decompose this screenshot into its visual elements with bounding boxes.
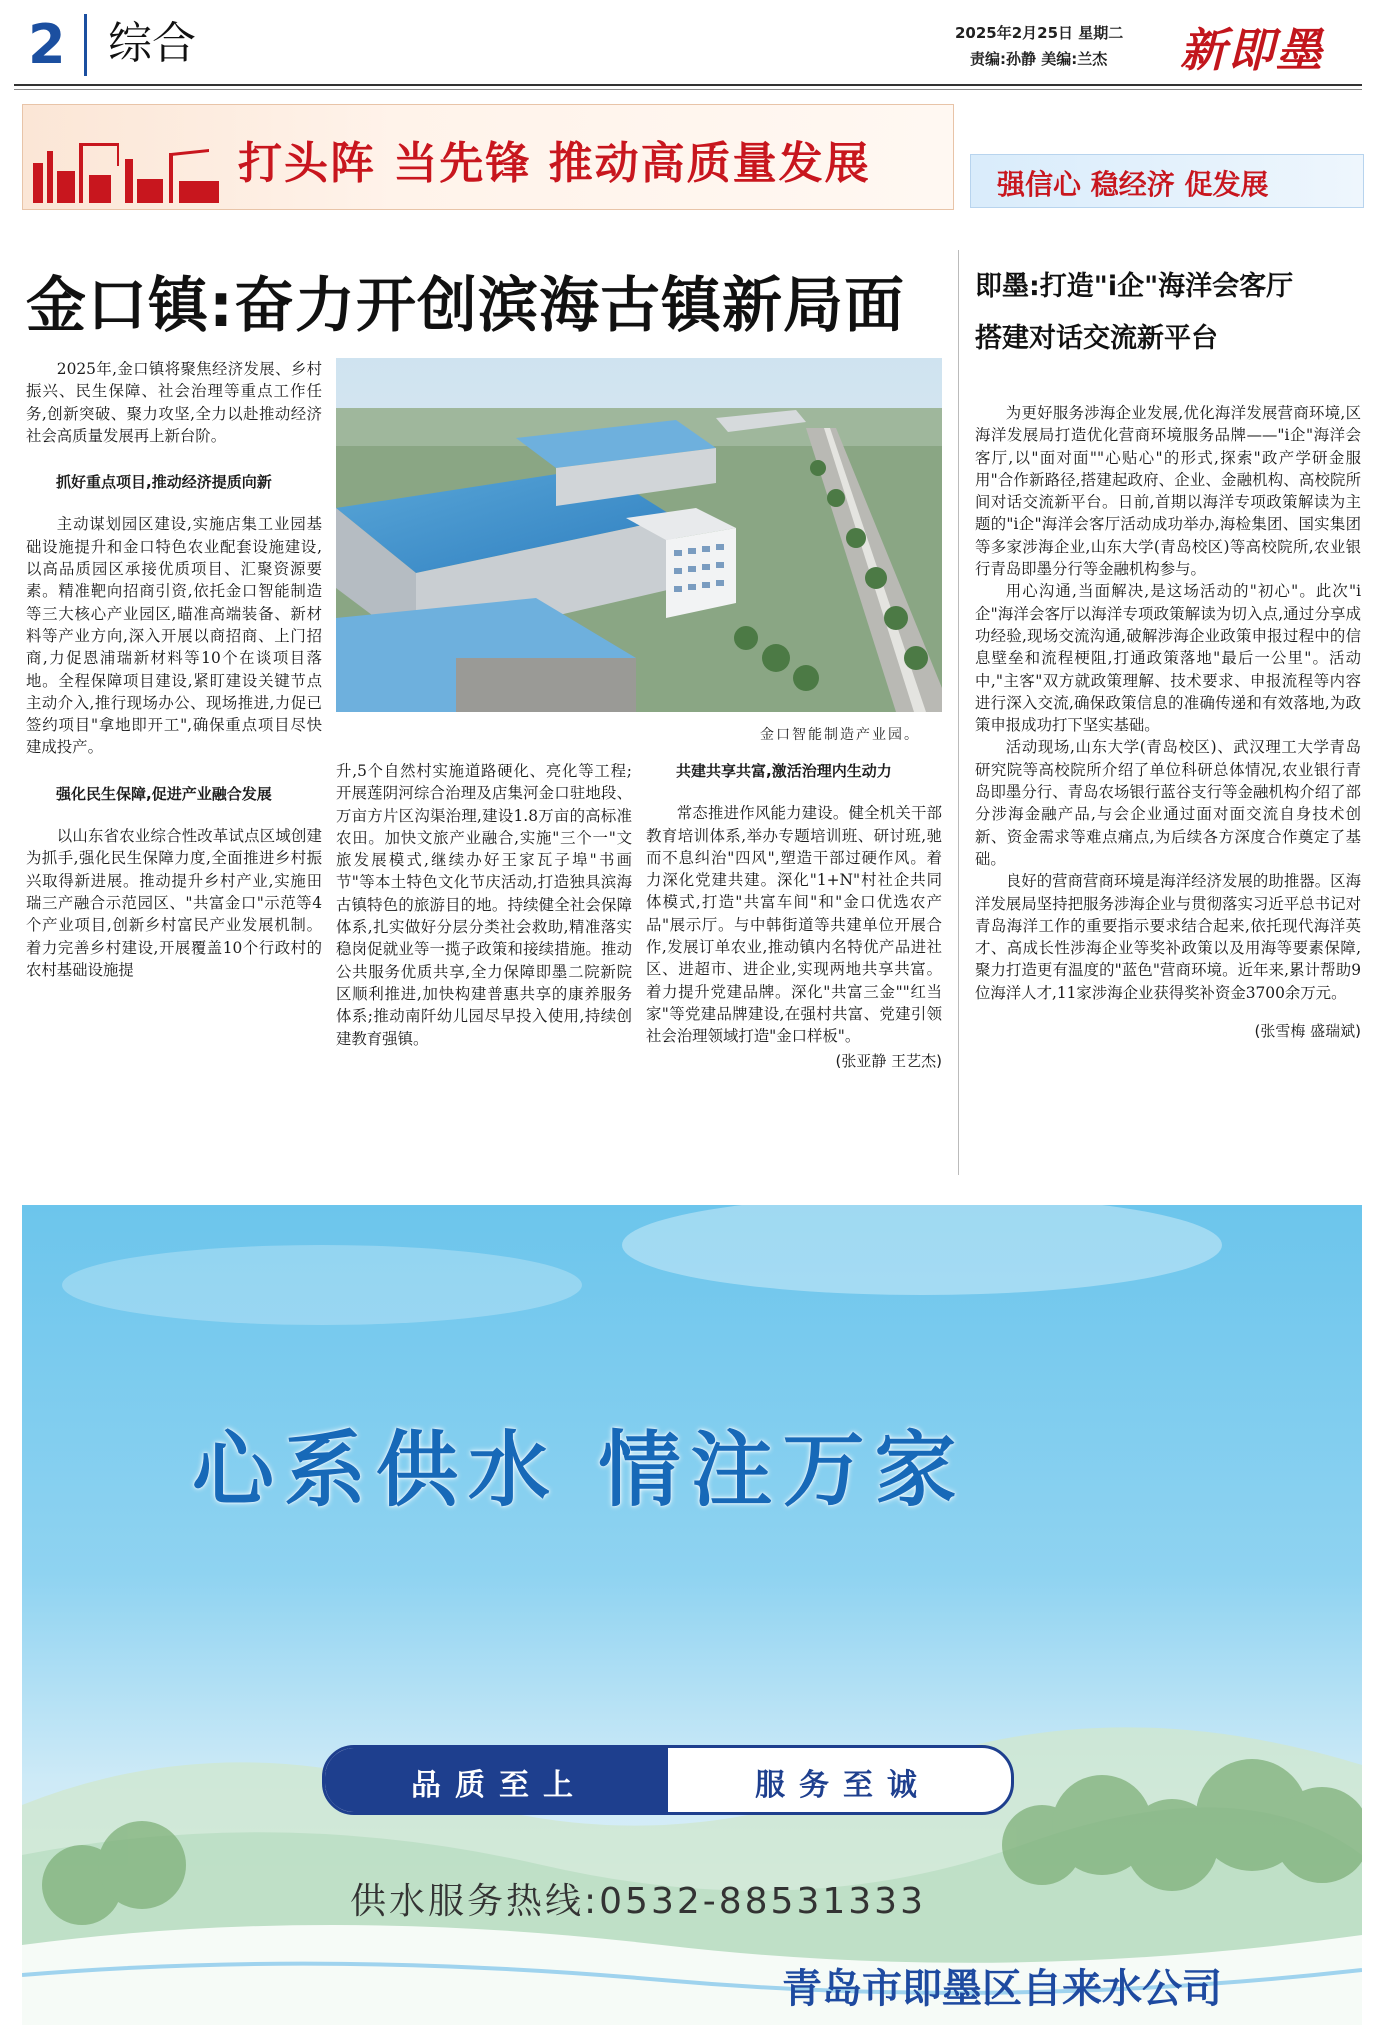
paragraph: 升,5个自然村实施道路硬化、亮化等工程;开展莲阴河综合治理及店集河金口驻地段、万亩方片区沟渠治理,建设1.8万亩的高标准农田。加快文旅产业融合,实施"三个一"文旅发展模式,继续办好王家瓦子埠"书画节"等本土特色文化节庆活动,打造独具滨海古镇特色的旅游目的地。持续健全社会保障体系,扎实做好分层分类社会救助,精准落实稳岗促就业等一揽子政策和接续措施。推动公共服务优质共享,全力保障即墨二院新院区顺利推进,加快构建普惠共享的康养服务体系;推动南阡幼儿园尽早投入使用,持续创建教育强镇。: [336, 762, 632, 1048]
side-headline-line2: 搭建对话交流新平台: [975, 323, 1218, 354]
campaign-slogan: 打头阵 当先锋 推动高质量发展: [238, 138, 871, 189]
section-title: 综合: [108, 18, 196, 69]
issue-date: 2025年2月25日 星期二: [955, 24, 1124, 42]
main-article-column-1: [26, 358, 322, 981]
industrial-park-photo: [336, 358, 942, 712]
subheading: 强化民生保障,促进产业融合发展: [56, 784, 272, 803]
water-company-advertisement: [22, 1205, 1362, 2025]
page-number: 2: [28, 13, 66, 76]
subheading: 抓好重点项目,推动经济提质向新: [56, 473, 272, 492]
paragraph: 用心沟通,当面解决,是这场活动的"初心"。此次"i企"海洋会客厅以海洋专项政策解读为切入点,通过分享成功经验,现场交流沟通,破解涉海企业政策申报过程中的信息壁垒和流程梗阻,打通政策落地"最后一公里"。活动中,"主客"双方就政策理解、技术要求、申报流程等内容进行深入交流,确保政策信息的准确传递和有效落地,为政策申报成功打下坚实基础。: [975, 582, 1361, 735]
paragraph: 以山东省农业综合性改革试点区域创建为抓手,强化民生保障力度,全面推进乡村振兴取得新进展。推动提升乡村产业,实施田瑞三产融合示范园区、"共富金口"示范等4个产业项目,创新乡村富民产业发展机制。着力完善乡村建设,开展覆盖10个行政村的农村基础设施提: [26, 827, 322, 979]
economy-banner: [970, 154, 1364, 208]
byline: (张亚静 王艺杰): [835, 1051, 942, 1070]
service-motto-pill: [322, 1745, 1014, 1815]
campaign-banner: [22, 104, 954, 210]
masthead-rule-thin: [14, 89, 1362, 90]
company-name: 青岛市即墨区自来水公司: [782, 1966, 1222, 2012]
main-article-column-2: [336, 760, 632, 1050]
economy-slogan: 强信心 稳经济 促发展: [997, 168, 1269, 201]
paragraph: 活动现场,山东大学(青岛校区)、武汉理工大学青岛研究院等高校院所介绍了单位科研总体情况,农业银行青岛即墨分行、青岛农场银行蓝谷支行等金融机构介绍了部分涉海金融产品,与会企业通过面对面交流自身技术创新、资金需求等难点痛点,为后续各方深度合作奠定了基础。: [975, 738, 1361, 868]
newspaper-logo: 新即墨: [1180, 23, 1324, 77]
photo-caption: 金口智能制造产业园。: [760, 727, 920, 743]
masthead-rule: [14, 84, 1362, 86]
paragraph: 为更好服务涉海企业发展,优化海洋发展营商环境,区海洋发展局打造优化营商环境服务品牌——"i企"海洋会客厅,以"面对面""心贴心"的形式,探索"政产学研金服用"合作新路径,搭建起政府、企业、金融机构、高校院所间对话交流新平台。日前,首期以海洋专项政策解读为主题的"i企"海洋会客厅活动成功举办,海检集团、国实集团等多家涉海企业,山东大学(青岛校区)等高校院所,农业银行青岛即墨分行等金融机构参与。: [975, 404, 1361, 579]
side-article-body: [975, 402, 1361, 1042]
ad-headline: 心系供水 情注万家: [192, 1423, 967, 1518]
page-number-divider: [84, 14, 87, 76]
paragraph: 2025年,金口镇将聚焦经济发展、乡村振兴、民生保障、社会治理等重点工作任务,创新突破、聚力攻坚,全力以赴推动经济社会高质量发展再上新台阶。: [26, 360, 322, 445]
editors-credit: 责编:孙静 美编:兰杰: [970, 50, 1108, 68]
paragraph: 主动谋划园区建设,实施店集工业园基础设施提升和金口特色农业配套设施建设,以高品质园区承接优质项目、汇聚资源要素。精准靶向招商引资,依托金口智能制造等三大核心产业园区,瞄准高端装备、新材料等产业方向,深入开展以商招商、上门招商,力促恩浦瑞新材料等10个在谈项目落地。全程保障项目建设,紧盯建设关键节点主动介入,推行现场办公、现场推进,力促已签约项目"拿地即开工",确保重点项目尽快建成投产。: [26, 515, 322, 757]
column-divider: [958, 250, 959, 1175]
industrial-skyline-graphic: [29, 123, 229, 203]
main-article-column-3: [646, 760, 942, 1072]
subheading: 共建共享共富,激活治理内生动力: [676, 762, 892, 780]
service-hotline: 供水服务热线:0532-88531333: [350, 1881, 926, 1922]
paragraph: 良好的营商营商环境是海洋经济发展的助推器。区海洋发展局坚持把服务涉海企业与贯彻落实习近平总书记对青岛海洋工作的重要指示要求结合起来,依托现代海洋英才、高成长性涉海企业等奖补政策以及用海等要素保障,聚力打造更有温度的"蓝色"营商环境。近年来,累计帮助9位海洋人才,11家涉海企业获得奖补资金3700余万元。: [975, 872, 1361, 1002]
pill-right-label: 服务至诚: [755, 1768, 931, 1803]
side-headline-line1: 即墨:打造"i企"海洋会客厅: [975, 271, 1294, 302]
byline: (张雪梅 盛瑞斌): [1254, 1022, 1361, 1041]
pill-left-label: 品质至上: [411, 1768, 587, 1803]
main-headline: 金口镇:奋力开创滨海古镇新局面: [26, 271, 905, 341]
paragraph: 常态推进作风能力建设。健全机关干部教育培训体系,举办专题培训班、研讨班,驰而不息纠治"四风",塑造干部过硬作风。着力深化党建共建。深化"1+N"村社企共同体模式,打造"共富车间"和"金口优选农产品"展示厅。与中韩街道等共建单位开展合作,发展订单农业,推动镇内名特优产品进社区、进超市、进企业,实现两地共享共富。着力提升党建品牌。深化"共富三金""红当家"等党建品牌建设,在强村共富、党建引领社会治理领域打造"金口样板"。: [646, 804, 942, 1046]
